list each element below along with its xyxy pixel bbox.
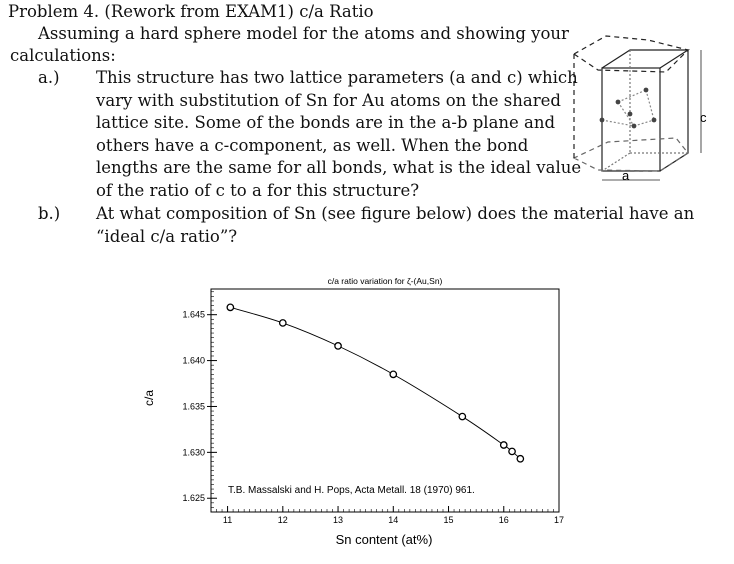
- atom-site: [632, 124, 637, 129]
- y-tick-label: 1.635: [182, 401, 205, 412]
- data-point: [390, 371, 396, 377]
- atom-site: [628, 112, 633, 117]
- data-point: [517, 456, 523, 462]
- fit-curve: [230, 307, 520, 458]
- x-tick-label: 11: [222, 515, 233, 525]
- atom-site: [600, 118, 605, 123]
- atom-site: [652, 118, 657, 123]
- chart-annotation: T.B. Massalski and H. Pops, Acta Metall. 18 (1970) 961.: [228, 485, 475, 496]
- hex-outline-top: [574, 36, 688, 72]
- part-b-line: At what composition of Sn (see figure below) does the material have an: [96, 204, 695, 223]
- unit-cell-front: [602, 68, 660, 171]
- y-axis-label: c/a: [142, 389, 156, 407]
- part-a-label: a.): [38, 68, 60, 87]
- part-a-line: This structure has two lattice parameters (a and c) which: [96, 68, 578, 87]
- part-a-line: of the ratio of c to a for this structure?: [96, 180, 420, 200]
- hex-outline-bottom: [574, 138, 688, 171]
- data-points: [227, 304, 523, 462]
- bond-line: [634, 120, 654, 126]
- chart-title: c/a ratio variation for ζ-(Au,Sn): [327, 276, 443, 286]
- data-point: [280, 320, 286, 326]
- x-tick-label: 16: [498, 515, 509, 525]
- x-tick-label: 15: [443, 515, 454, 525]
- x-tick-label: 14: [388, 515, 399, 525]
- bond-line: [618, 90, 646, 102]
- part-b-label: b.): [38, 204, 61, 223]
- part-a-text: [96, 67, 581, 203]
- data-point: [459, 413, 465, 419]
- ca-ratio-chart: [0, 268, 734, 564]
- bond-line: [646, 90, 654, 120]
- atom-site: [644, 88, 649, 93]
- plot-frame: [211, 289, 559, 512]
- part-a-line: others have a c-component, as well. When the bond: [96, 135, 529, 155]
- problem-title: Problem 4. (Rework from EXAM1) c/a Ratio: [8, 2, 374, 21]
- x-tick-label: 12: [277, 515, 288, 525]
- part-a-line: lengths are the same for all bonds, what is the ideal value: [96, 158, 582, 178]
- y-tick-label: 1.630: [182, 447, 205, 458]
- crystal-structure-figure: [568, 30, 728, 190]
- data-point: [227, 304, 233, 310]
- y-tick-label: 1.625: [182, 493, 205, 504]
- part-b-text: [96, 203, 694, 248]
- bond-line: [602, 120, 634, 126]
- x-axis-label: Sn content (at%): [335, 532, 433, 547]
- y-tick-label: 1.640: [182, 355, 205, 366]
- label-a: a: [622, 168, 630, 183]
- atom-site: [616, 100, 621, 105]
- label-c: c: [700, 110, 707, 125]
- minor-ticks: [211, 292, 559, 512]
- intro-line-2: calculations:: [10, 46, 116, 65]
- data-point: [501, 442, 507, 448]
- x-tick-label: 13: [333, 515, 344, 525]
- part-a-line: lattice site. Some of the bonds are in the a-b plane and: [96, 113, 556, 133]
- data-point: [509, 448, 515, 454]
- part-a-line: vary with substitution of Sn for Au atoms on the shared: [96, 90, 561, 110]
- y-tick-label: 1.645: [182, 309, 205, 320]
- unit-cell-top: [602, 50, 688, 68]
- data-point: [335, 343, 341, 349]
- intro-line-1: Assuming a hard sphere model for the atoms and showing your: [38, 24, 569, 43]
- part-b-line: “ideal c/a ratio”?: [96, 226, 238, 246]
- x-tick-label: 17: [553, 515, 565, 525]
